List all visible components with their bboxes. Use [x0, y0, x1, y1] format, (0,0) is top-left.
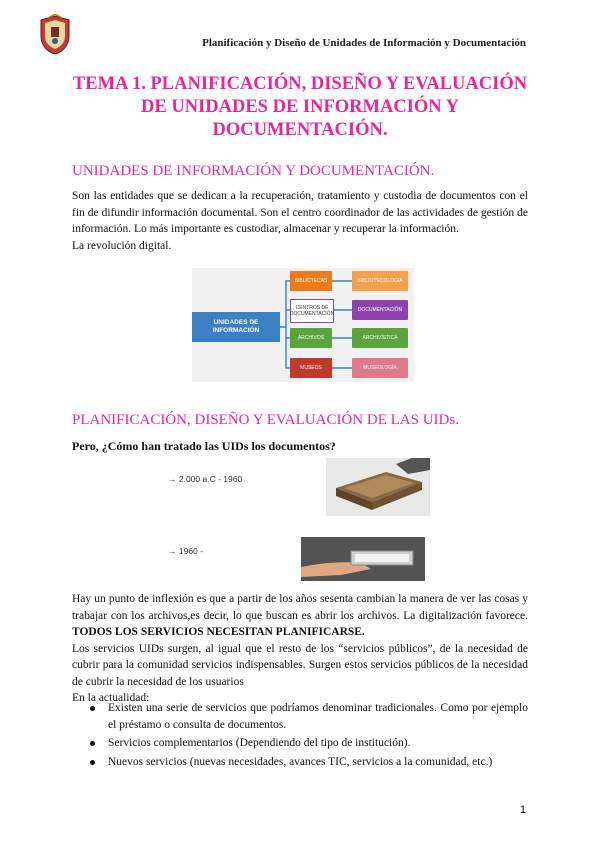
paragraph: La revolución digital. [72, 239, 172, 252]
paragraph [72, 591, 528, 641]
section-heading-planificacion: PLANIFICACIÓN, DISEÑO Y EVALUACIÓN DE LAS UIDs. [72, 412, 459, 428]
title-line-2: DE UNIDADES DE INFORMACIÓN Y [141, 97, 459, 117]
paragraph: Son las entidades que se dedican a la recuperación, tratamiento y custodia de documentos con el fin de difundir información documental. Son el centro coordinador de las actividades de gestión de información. Lo más importante es custodiar, almacenar y recuperar la información. [72, 190, 528, 235]
diagram-left-node: CENTROS DE DOCUMENTACIÓN [290, 299, 334, 323]
university-crest-icon [38, 14, 72, 56]
diagram-left-node: ARCHIVOS [290, 328, 332, 348]
diagram-right-node: DOCUMENTACIÓN [352, 300, 408, 320]
page-title [60, 73, 540, 142]
list-item: Servicios complementarios (Dependiendo del tipo de institución). [88, 735, 528, 752]
section-heading-unidades: UNIDADES DE INFORMACIÓN Y DOCUMENTACIÓN. [72, 163, 435, 179]
question-line: Pero, ¿Cómo han tratado las UIDs los documentos? [72, 439, 336, 453]
old-book-photo [326, 458, 430, 516]
section1-text [72, 188, 528, 254]
header-title: Planificación y Diseño de Unidades de Información y Documentación [202, 37, 526, 49]
emphasis-text: TODOS LOS SERVICIOS NECESITAN PLANIFICARSE. [72, 626, 365, 638]
paragraph: Los servicios UIDs surgen, al igual que el resto de los “servicios públicos”, de la necesidad de cubrir para la comunidad servicios indispensables. Surgen estos servicios públicos de la necesidad de cubrir la necesidad de los usuarios [72, 642, 528, 688]
title-line-1: TEMA 1. PLANIFICACIÓN, DISEÑO Y EVALUACIÓN [72, 74, 528, 94]
page-number: 1 [519, 804, 526, 816]
title-line-3: DOCUMENTACIÓN. [212, 120, 388, 140]
diagram-right-node: MUSEOLOGÍA [352, 358, 408, 378]
paragraph-text: Hay un punto de inflexión es que a partir de los años sesenta cambian la manera de ver las cosas y trabajar con los archivos,es decir, lo que buscan es abrir los archivos. La digitalización favorece. [72, 593, 528, 622]
diagram-right-node: BIBLIOTECOLOGÍA [352, 271, 408, 291]
timeline-label: → 2.000 a.C - 1960 [168, 474, 243, 484]
diagram-main-node: UNIDADES DE INFORMACIÓN [192, 312, 280, 342]
timeline-label: → 1960 - [168, 546, 203, 556]
hand-tablet-photo [301, 537, 425, 581]
diagram-left-node: BIBLIOTECAS [290, 271, 332, 291]
diagram-left-node: MUSEOS [290, 358, 332, 378]
units-diagram [192, 268, 414, 382]
diagram-right-node: ARCHIVÍSTICA [352, 328, 408, 348]
paragraph: En la actualidad: [72, 692, 150, 704]
services-list [88, 700, 528, 772]
list-item: Nuevos servicios (nuevas necesidades, avances TIC, servicios a la comunidad, etc.) [88, 754, 528, 771]
section2-text [72, 591, 528, 707]
list-item: Existen una serie de servicios que podríamos denominar tradicionales. Como por ejemplo el préstamo o consulta de documentos. [88, 700, 528, 733]
